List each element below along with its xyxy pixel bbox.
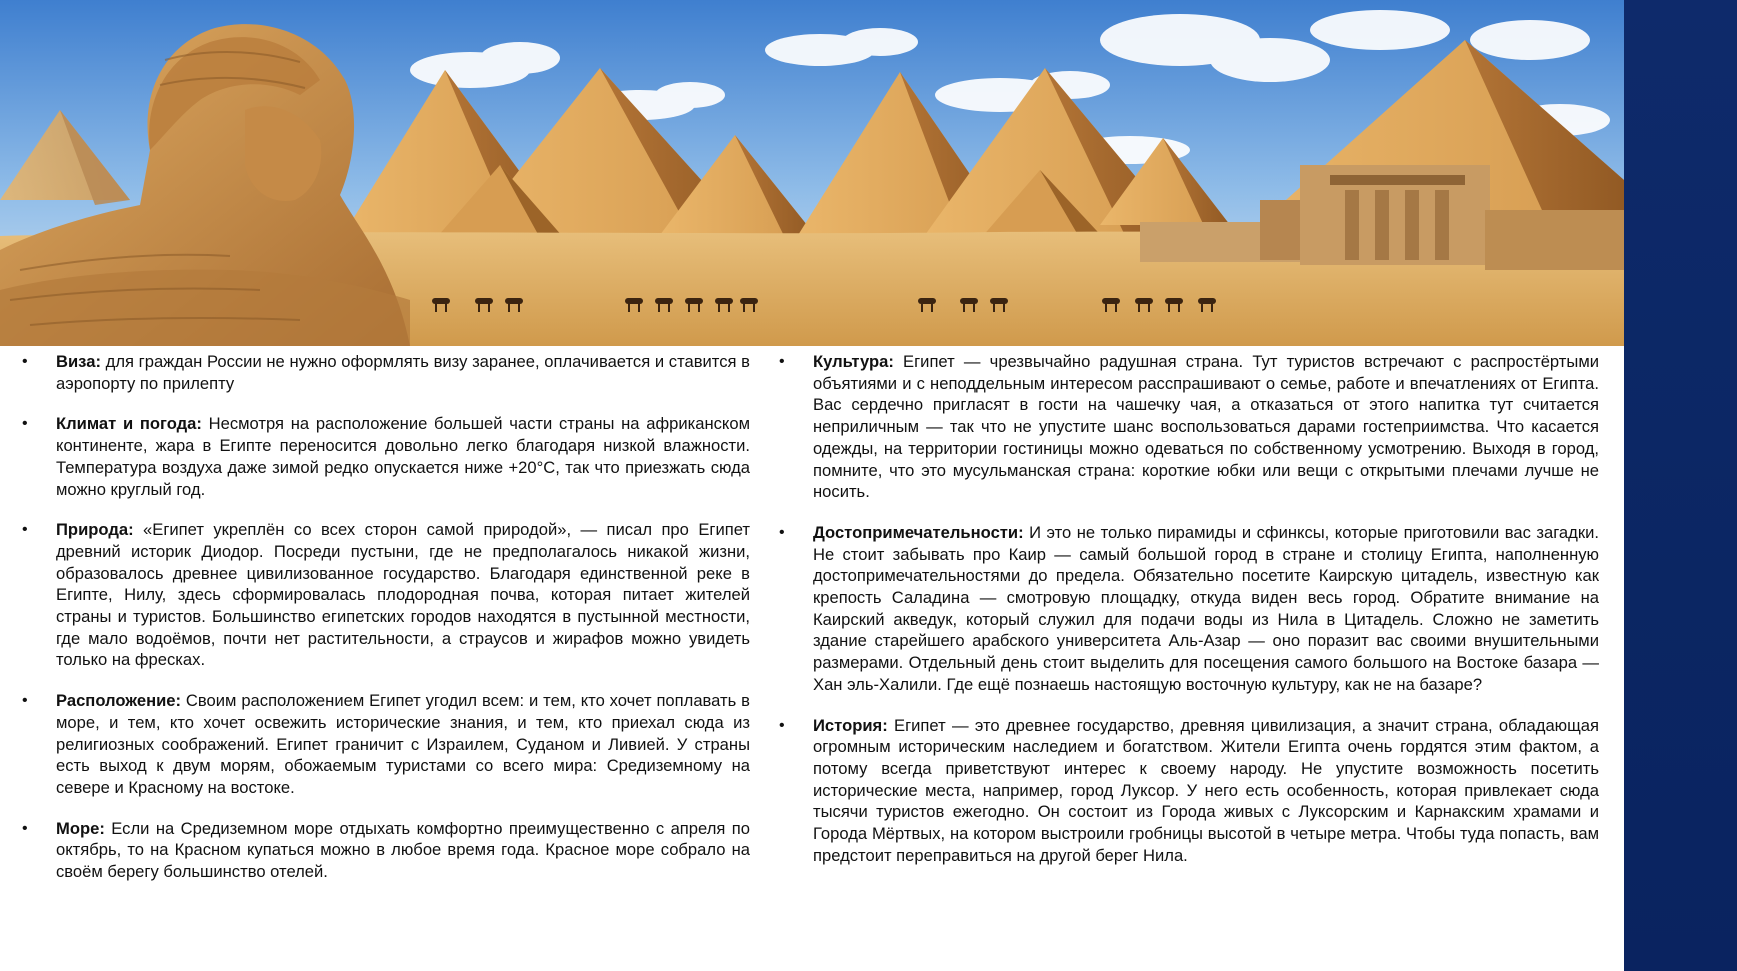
bullet-text: Египет — это древнее государство, древняя цивилизация, а значит страна, обладающая огромным историческим наследием и богатством. Жители Египта очень гордятся этим фактом, а потому всегда приветствуют интерес к своему народу. Не упустите возможность посетить исторические места, например, город Луксор. У него есть особенность, которая привлекает сюда тысячи туристов ежегодно. Он состоит из Города живых с Луксорским и Карнакским храмами и Города Мёртвых, на котором выстроили гробницы высотой в четыре метра. Чтобы туда попасть, вам предстоит переправиться на другой берег Нила. [813,715,1599,865]
pyramids-sphinx-icon [0,0,1624,346]
bullet-dot-icon: • [779,523,785,541]
bullet-visa [22,351,750,394]
bullet-heading: Море: [56,818,105,838]
bullet-text: Несмотря на расположение большей части страны на африканском континенте, жара в Египте переносится довольно легко благодаря низкой влажности. Температура воздуха даже зимой редко опускается ниже +20°С, так что приезжать сюда можно круглый год. [56,414,750,499]
bullet-text: Своим расположением Египет угодил всем: и тем, кто хочет поплавать в море, и тем, кто хочет освежить исторические знания, и тем, кто приехал сюда из религиозных соображений. Египет граничит с Израилем, Суданом и Ливией. У страны есть выход к двум морям, обожаемым туристами со всего мира: Средиземному на севере и Красному на востоке. [56,691,750,797]
bullet-location [22,690,750,799]
bullet-text: для граждан России не нужно оформлять визу заранее, оплачивается и ставится в аэропорту по прилепту [56,352,750,393]
bullet-text: Египет — чрезвычайно радушная страна. Тут туристов встречают с распростёртыми объятиями и с неподдельным интересом расспрашивают о семье, работе и впечатлениях от Египта. Вас сердечно пригласят в гости на чашечку чая, а отказаться от этого напитка тут считается неприличным — так что не упустите шанс воспользоваться дарами гостеприимства. Что касается одежды, на территории гостиницы можно одеваться по собственному усмотрению. Выходя в город, помните, что это мусульманская страна: короткие юбки или вещи с открытыми плечами лучше не носить. [813,352,1599,502]
bullet-heading: История: [813,715,888,735]
left-column [22,351,750,902]
left-bullet-list [22,351,750,883]
bullet-dot-icon: • [22,415,28,433]
bullet-sights [779,522,1599,696]
bullet-dot-icon: • [22,353,28,370]
bullet-climate [22,413,750,500]
bullet-heading: Культура: [813,352,894,371]
bullet-text: И это не только пирамиды и сфинксы, которые приготовили вас загадки. Не стоит забывать про Каир — самый большой город в стране и столицу Египта, наполненную достопримечательностями до предела. Обязательно посетите Каирскую цитадель, известную как крепость Саладина — смотровую площадку, откуда виден весь город. Обратите внимание на Каирский акведук, который служил для подачи воды из Нила в Цитадель. Сложно не заметить здание старейшего арабского университета Аль-Азар — оно поразит вас своими внушительными размерами. Отдельный день стоит выделить для посещения самого большого на Востоке базара — Хан эль-Халили. Где ещё познаешь настоящую восточную культуру, как не на базаре? [813,522,1599,694]
bullet-culture [779,351,1599,503]
bullet-heading: Природа: [56,520,134,540]
right-bullet-list [779,351,1599,866]
right-column [779,351,1599,885]
bullet-nature [22,519,750,671]
bullet-heading: Климат и погода: [56,414,202,434]
bullet-sea [22,818,750,883]
bullet-heading: Расположение: [56,691,182,711]
bullet-dot-icon: • [22,521,28,539]
bullet-heading: Достопримечательности: [813,522,1024,542]
side-stripe [1624,0,1737,971]
bullet-dot-icon: • [779,353,785,370]
bullet-history [779,715,1599,867]
egypt-banner-image [0,0,1624,346]
bullet-heading: Виза: [56,352,101,371]
bullet-text: Если на Средиземном море отдыхать комфортно преимущественно с апреля по октябрь, то на Красном купаться можно в любое время года. Красное море собрало на своём берегу большинство отелей. [56,818,750,882]
bullet-dot-icon: • [22,819,28,837]
bullet-text: «Египет укреплён со всех сторон самой природой», — писал про Египет древний историк Диодор. Посреди пустыни, где не предполагалось никакой жизни, образовалось древнее цивилизованное государство. Благодаря единственной реке в Египте, Нилу, здесь сформировалась плодородная почва, которая питает жителей страны и туристов. Большинство египетских городов находятся в пустынной местности, где мало водоёмов, почти нет растительности, а страусов и жирафов можно увидеть только на фресках. [56,520,750,670]
bullet-dot-icon: • [22,692,28,710]
bullet-dot-icon: • [779,716,785,734]
